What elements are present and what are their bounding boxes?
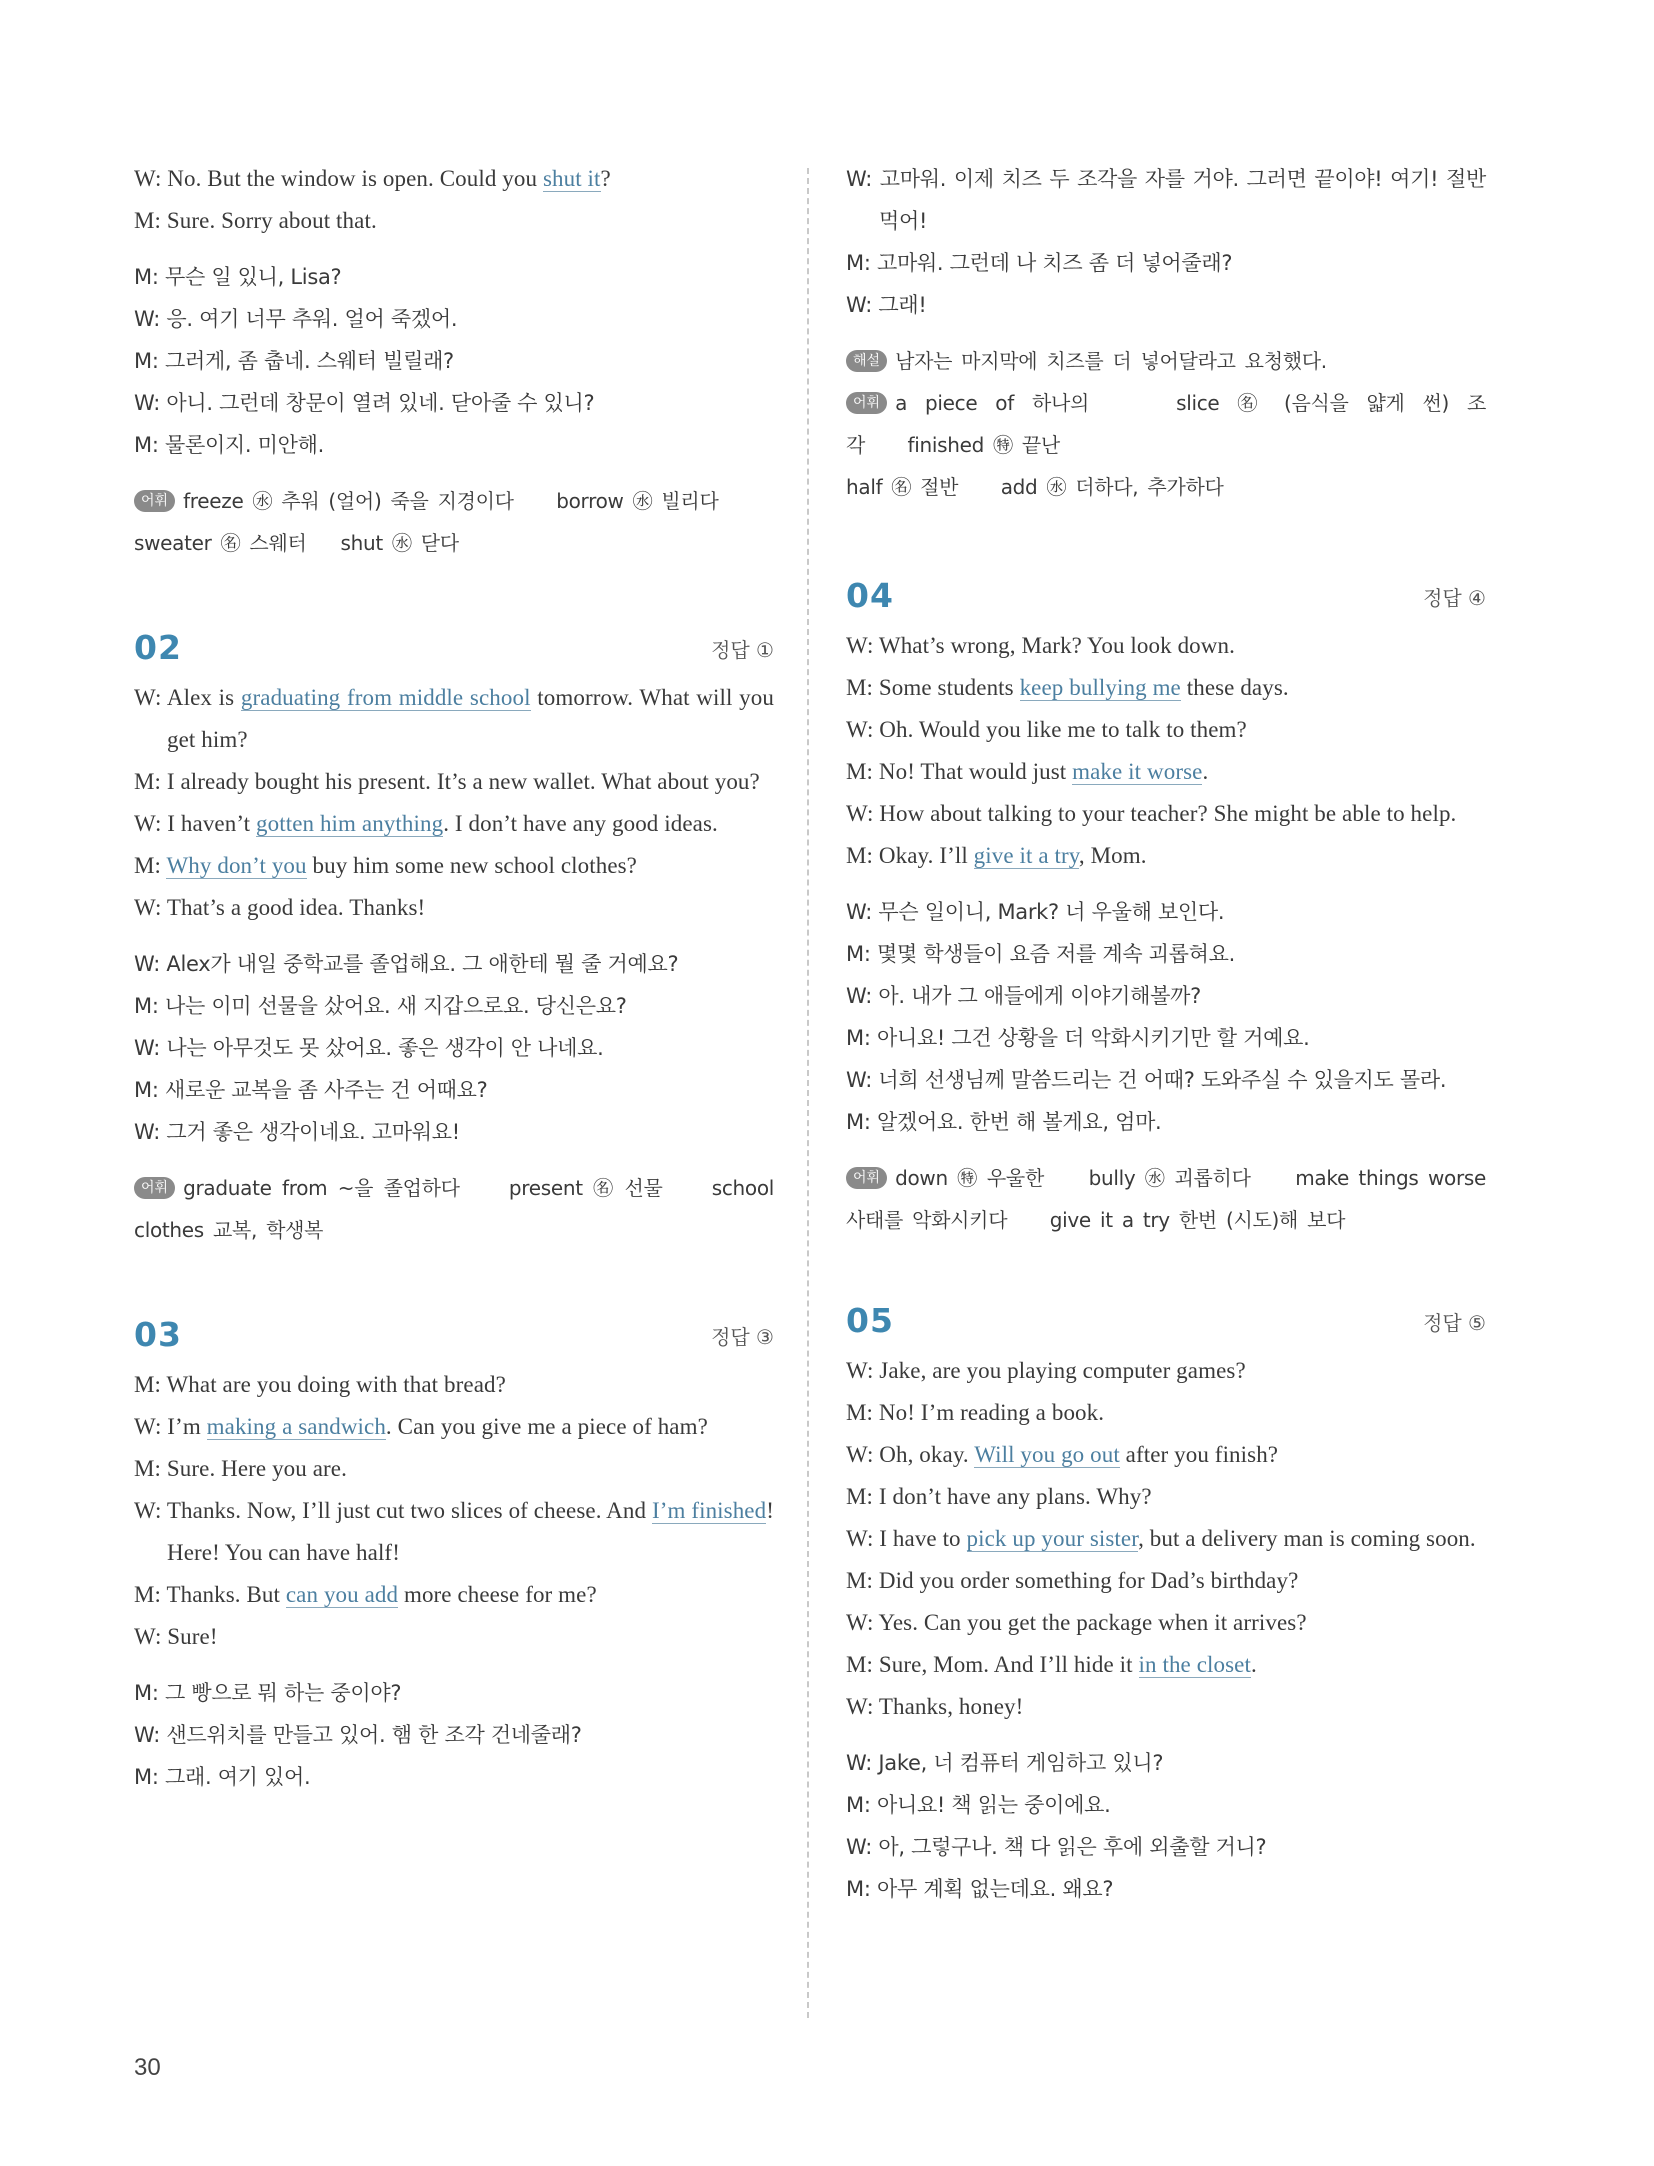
dialogue-line: W: Sure! xyxy=(134,1624,218,1649)
section-header-03 xyxy=(134,1315,774,1354)
translation-line: M: 아니요! 그건 상황을 더 악화시키기만 할 거예요. xyxy=(846,1026,1310,1050)
text-segment: . xyxy=(1250,1652,1257,1677)
answer-blank: make it worse xyxy=(1072,759,1203,784)
text-segment: present ㊔ 선물 xyxy=(508,1176,663,1200)
text-segment: M: Okay. I’ll xyxy=(846,843,974,868)
dialogue-line: M: What are you doing with that bread? xyxy=(134,1372,506,1397)
vocabulary-note xyxy=(134,480,774,564)
translation-line: W: 나는 아무것도 못 샀어요. 좋은 생각이 안 나네요. xyxy=(134,1036,604,1060)
dialogue-line: W: Yes. Can you get the package when it arrives? xyxy=(846,1610,1307,1635)
text-segment: more cheese for me? xyxy=(398,1582,597,1607)
text-segment: finished ㊕ 끝난 xyxy=(907,433,1060,457)
answer-blank: graduating from middle school xyxy=(240,685,531,710)
text-segment: shut ㊌ 닫다 xyxy=(340,531,459,555)
dialogue-line xyxy=(134,1490,774,1574)
dialogue-line: M: Did you order something for Dad’s birthday? xyxy=(846,1568,1299,1593)
text-segment: borrow ㊌ 빌리다 xyxy=(556,489,719,513)
dialogue-line xyxy=(846,1518,1486,1560)
dialogue-line xyxy=(134,677,774,761)
answer-blank: pick up your sister xyxy=(966,1526,1139,1551)
answer-key: 정답 ④ xyxy=(1423,586,1486,610)
text-segment: half ㊔ 절반 xyxy=(846,475,959,499)
right-column xyxy=(846,158,1486,1910)
translation-line: M: 고마워. 그런데 나 치즈 좀 더 넣어줄래? xyxy=(846,251,1233,275)
text-segment: these days. xyxy=(1180,675,1289,700)
answer-blank: shut it xyxy=(542,166,601,191)
text-segment: M: Some students xyxy=(846,675,1020,700)
text-segment: M: No! That would just xyxy=(846,759,1073,784)
vocab-tag: 어휘 xyxy=(846,1167,887,1189)
section-number: 04 xyxy=(846,576,894,615)
text-segment: . xyxy=(1202,759,1209,784)
dialogue-line: M: No! I’m reading a book. xyxy=(846,1400,1105,1425)
translation-line: M: 그러게, 좀 춥네. 스웨터 빌릴래? xyxy=(134,349,454,373)
translation-line: M: 알겠어요. 한번 해 볼게요, 엄마. xyxy=(846,1110,1162,1134)
translation-line: W: 샌드위치를 만들고 있어. 햄 한 조각 건네줄래? xyxy=(134,1723,582,1747)
column-divider xyxy=(807,168,809,2018)
vocab-tag: 어휘 xyxy=(846,392,887,414)
answer-key: 정답 ⑤ xyxy=(1423,1311,1486,1335)
text-segment: slice ㊔ (음식을 얇게 썬) 조각 xyxy=(846,391,1487,457)
dialogue-line: W: That’s a good idea. Thanks! xyxy=(134,895,426,920)
answer-blank: Why don’t you xyxy=(166,853,307,878)
text-segment: tomorrow. What will you get him? xyxy=(167,685,774,752)
section-number: 03 xyxy=(134,1315,182,1354)
text-segment: after you finish? xyxy=(1119,1442,1279,1467)
dialogue-line: M: Sure. Sorry about that. xyxy=(134,208,377,233)
section-number: 05 xyxy=(846,1301,894,1340)
text-segment: M: xyxy=(134,853,167,878)
text-segment: 남자는 마지막에 치즈를 더 넣어달라고 요청했다. xyxy=(895,349,1327,373)
translation-line: M: 물론이지. 미안해. xyxy=(134,433,324,457)
dialogue-line: W: How about talking to your teacher? She might be able to help. xyxy=(846,801,1457,826)
dialogue-line xyxy=(134,158,774,200)
dialogue-line: M: I don’t have any plans. Why? xyxy=(846,1484,1152,1509)
translation-line: M: 아무 계획 없는데요. 왜요? xyxy=(846,1877,1114,1901)
translation-line: W: 아. 내가 그 애들에게 이야기해볼까? xyxy=(846,984,1201,1008)
text-segment: add ㊌ 더하다, 추가하다 xyxy=(1000,475,1224,499)
dialogue-line xyxy=(846,835,1486,877)
text-segment: M: Sure, Mom. And I’ll hide it xyxy=(846,1652,1139,1677)
dialogue-line xyxy=(846,667,1486,709)
translation-line: W: Alex가 내일 중학교를 졸업해요. 그 애한테 뭘 줄 거예요? xyxy=(134,952,679,976)
dialogue-line: M: Sure. Here you are. xyxy=(134,1456,347,1481)
answer-blank: gotten him anything xyxy=(256,811,444,836)
text-segment: give it a try 한번 (시도)해 보다 xyxy=(1049,1208,1346,1232)
text-segment: ! Here! You can have half! xyxy=(167,1498,774,1565)
translation-line: W: Jake, 너 컴퓨터 게임하고 있니? xyxy=(846,1751,1164,1775)
dialogue-line: W: Jake, are you playing computer games? xyxy=(846,1358,1246,1383)
dialogue-line xyxy=(134,1574,774,1616)
text-segment: . I don’t have any good ideas. xyxy=(443,811,718,836)
dialogue-line: W: Thanks, honey! xyxy=(846,1694,1024,1719)
dialogue-line xyxy=(134,845,774,887)
text-segment: sweater ㊔ 스웨터 xyxy=(134,531,307,555)
answer-blank: keep bullying me xyxy=(1019,675,1181,700)
answer-blank: in the closet xyxy=(1138,1652,1251,1677)
answer-blank: can you add xyxy=(285,1582,399,1607)
answer-key: 정답 ① xyxy=(711,638,774,662)
translation-line: M: 몇몇 학생들이 요즘 저를 계속 괴롭혀요. xyxy=(846,942,1235,966)
translation-line: M: 그래. 여기 있어. xyxy=(134,1765,311,1789)
text-segment: W: No. But the window is open. Could you xyxy=(134,166,543,191)
vocabulary-note xyxy=(846,1157,1486,1241)
dialogue-line xyxy=(846,751,1486,793)
section-header-04 xyxy=(846,576,1486,615)
translation-line: W: 응. 여기 너무 추워. 얼어 죽겠어. xyxy=(134,307,458,331)
translation-line: M: 새로운 교복을 좀 사주는 건 어때요? xyxy=(134,1078,488,1102)
explanation-tag: 해설 xyxy=(846,350,887,372)
text-segment: W: Thanks. Now, I’ll just cut two slices of cheese. And xyxy=(134,1498,652,1523)
text-segment: down ㊕ 우울한 xyxy=(895,1166,1044,1190)
translation-line: M: 아니요! 책 읽는 중이에요. xyxy=(846,1793,1111,1817)
answer-blank: Will you go out xyxy=(974,1442,1120,1467)
text-segment: , but a delivery man is coming soon. xyxy=(1138,1526,1476,1551)
dialogue-line xyxy=(134,1406,774,1448)
text-segment: a piece of 하나의 xyxy=(895,391,1090,415)
section-header-05 xyxy=(846,1301,1486,1340)
translation-line: M: 나는 이미 선물을 샀어요. 새 지갑으로요. 당신은요? xyxy=(134,994,627,1018)
text-segment: ? xyxy=(600,166,611,191)
left-column xyxy=(134,158,774,1798)
dialogue-line xyxy=(846,1644,1486,1686)
dialogue-line: M: I already bought his present. It’s a new wallet. What about you? xyxy=(134,769,760,794)
translation-line: W: 그래! xyxy=(846,293,927,317)
text-segment: W: I haven’t xyxy=(134,811,257,836)
text-segment: bully ㊌ 괴롭히다 xyxy=(1088,1166,1251,1190)
text-segment: W: I’m xyxy=(134,1414,207,1439)
translation-line: W: 너희 선생님께 말씀드리는 건 어때? 도와주실 수 있을지도 몰라. xyxy=(846,1068,1447,1092)
dialogue-line: W: Oh. Would you like me to talk to them? xyxy=(846,717,1247,742)
text-segment: freeze ㊌ 추워 (얼어) 죽을 지경이다 xyxy=(183,489,514,513)
page-number: 30 xyxy=(134,2054,161,2081)
dialogue-line xyxy=(846,1434,1486,1476)
text-segment: M: Thanks. But xyxy=(134,1582,286,1607)
text-segment: , Mom. xyxy=(1078,843,1147,868)
translation-line: M: 그 빵으로 뭐 하는 중이야? xyxy=(134,1681,402,1705)
text-segment: W: Alex is xyxy=(134,685,241,710)
vocab-tag: 어휘 xyxy=(134,1177,175,1199)
vocab-tag: 어휘 xyxy=(134,490,175,512)
translation-line: W: 그거 좋은 생각이네요. 고마워요! xyxy=(134,1120,460,1144)
answer-key: 정답 ③ xyxy=(711,1325,774,1349)
vocabulary-note xyxy=(846,382,1486,508)
answer-blank: making a sandwich xyxy=(206,1414,386,1439)
text-segment: graduate from ~을 졸업하다 xyxy=(183,1176,460,1200)
explanation-note xyxy=(846,340,1486,382)
dialogue-line: W: What’s wrong, Mark? You look down. xyxy=(846,633,1235,658)
vocabulary-note xyxy=(134,1167,774,1251)
text-segment: . Can you give me a piece of ham? xyxy=(385,1414,708,1439)
text-segment: school clothes 교복, 학생복 xyxy=(134,1176,775,1242)
translation-line: W: 고마워. 이제 치즈 두 조각을 자를 거야. 그러면 끝이야! 여기! 절반 먹어! xyxy=(846,167,1486,233)
text-segment: W: Oh, okay. xyxy=(846,1442,975,1467)
translation-line: W: 아니. 그런데 창문이 열려 있네. 닫아줄 수 있니? xyxy=(134,391,595,415)
translation-line: W: 아, 그렇구나. 책 다 읽은 후에 외출할 거니? xyxy=(846,1835,1267,1859)
text-segment: W: I have to xyxy=(846,1526,967,1551)
answer-blank: give it a try xyxy=(973,843,1079,868)
text-segment: make things worse 사태를 악화시키다 xyxy=(846,1166,1487,1232)
section-header-02 xyxy=(134,628,774,667)
dialogue-line xyxy=(134,803,774,845)
translation-line: W: 무슨 일이니, Mark? 너 우울해 보인다. xyxy=(846,900,1225,924)
translation-line: M: 무슨 일 있니, Lisa? xyxy=(134,265,342,289)
section-number: 02 xyxy=(134,628,182,667)
text-segment: buy him some new school clothes? xyxy=(306,853,637,878)
answer-blank: I’m finished xyxy=(651,1498,767,1523)
